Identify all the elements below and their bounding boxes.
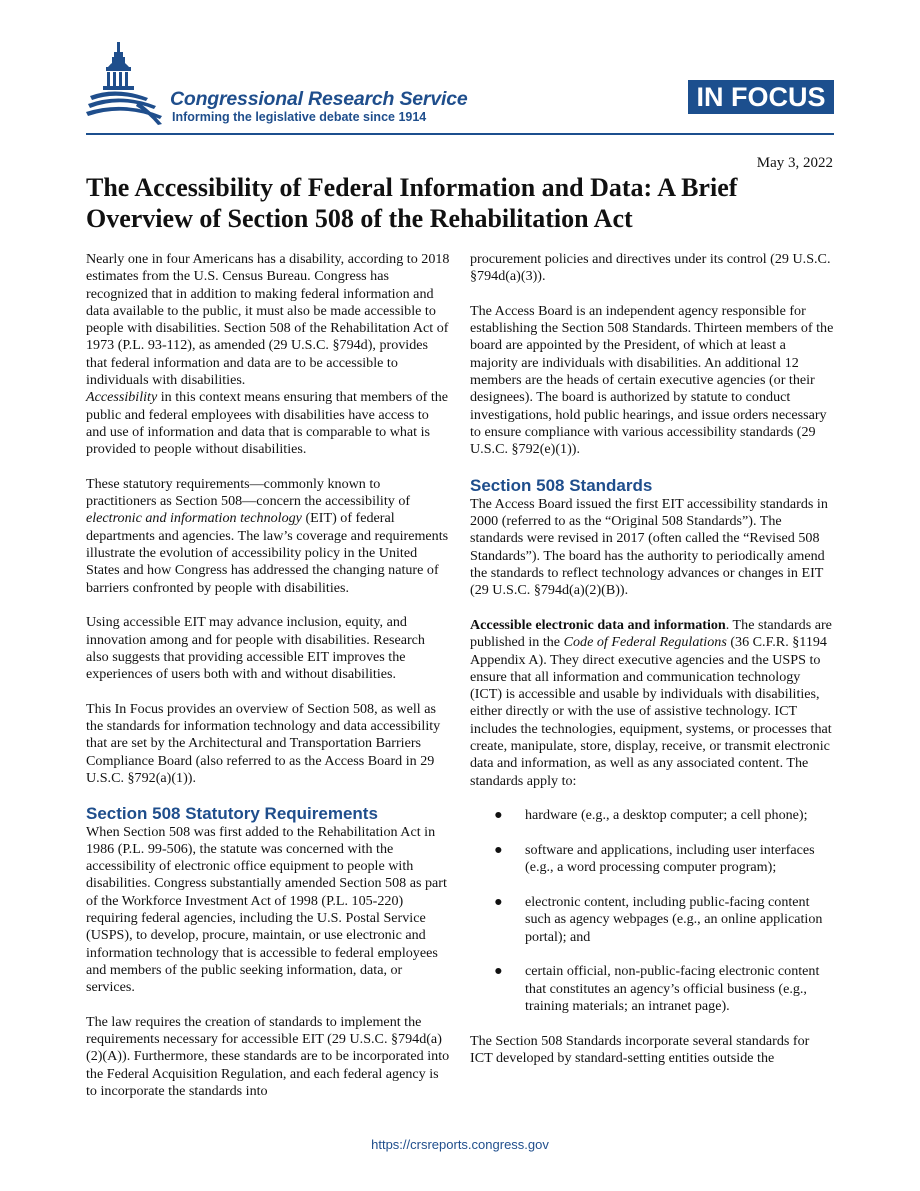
section-heading: Section 508 Statutory Requirements	[86, 803, 378, 823]
paragraph: This In Focus provides an overview of Section 508, as well as the standards for information technology and data accessibility that are set by the Architectural and Transportation Barriers Compliance Board (also referred to as the Access Board in 29 U.S.C. §792(a)(1)).	[86, 700, 441, 786]
paragraph	[86, 251, 451, 459]
list-item-text: hardware (e.g., a desktop computer; a cell phone);	[525, 807, 808, 824]
list-item	[470, 894, 834, 946]
paragraph: The Section 508 Standards incorporate several standards for ICT developed by standard-setting entities outside the	[470, 1032, 810, 1067]
emphasis: Code of Federal Regulations	[563, 634, 727, 651]
paragraph: The Access Board issued the first EIT accessibility standards in 2000 (referred to as the “Original 508 Standards”). The standards were revised in 2017 (often called the “Revised 508 Standards”). The board has the authority to periodically amend the standards to reflect technology advances or changes in EIT (29 U.S.C. §794d(a)(2)(B)).	[470, 495, 828, 599]
text-run: These statutory requirements—commonly known to practitioners as Section 508—concern the accessibility of	[86, 475, 411, 510]
list-item-text: electronic content, including public-facing content such as agency webpages (e.g., an online application portal); and	[525, 894, 823, 945]
emphasis: electronic and information technology	[86, 510, 302, 527]
text-run: . The standards are published in the	[470, 616, 832, 651]
right-column	[470, 251, 834, 1085]
paragraph: The Access Board is an independent agency responsible for establishing the Section 508 Standards. Thirteen members of the board are appointed by the President, of which at least a majority are individuals with disabilities. An additional 12 members are the heads of certain executive agencies (or their designees). The board is authorized by statute to conduct investigations, hold public hearings, and issue orders necessary to ensure compliance with various accessibility standards (29 U.S.C. §792(e)(1)).	[470, 302, 834, 458]
capitol-dome-icon	[86, 40, 170, 130]
paragraph	[470, 617, 834, 790]
page-title: The Accessibility of Federal Information and Data: A Brief Overview of Section 508 of the Rehabilitation Act	[86, 173, 738, 233]
section-heading: Section 508 Standards	[470, 475, 653, 495]
list-item	[470, 807, 834, 824]
paragraph: Using accessible EIT may advance inclusion, equity, and innovation among and for people with disabilities. Research also suggests that providing accessible EIT improves the experiences of users both with and without disabilities.	[86, 614, 425, 683]
header-rule	[86, 133, 834, 135]
list-item	[470, 842, 834, 877]
paragraph: The law requires the creation of standards to implement the requirements necessary for accessible EIT (29 U.S.C. §794d(a)(2)(A)). Furthermore, these standards are to be incorporated into the Federal Acquisition Regulation, and each federal agency is to incorporate the standards into	[86, 1013, 450, 1099]
bullet-icon: ●	[494, 807, 503, 824]
text-run: (36 C.F.R. §1194 Appendix A). They direct executive agencies and the USPS to ensure that all information and communication technology (ICT) is accessible and usable by individuals with disabilities, either directly or with the use of assistive technology. ICT includes the technologies, equipment, systems, or processes that create, manipulate, store, display, receive, or transmit electronic data and information, as well as any associated content. The standards apply to:	[470, 634, 832, 789]
paragraph: When Section 508 was first added to the Rehabilitation Act in 1986 (P.L. 99-506), the statute was concerned with the accessibility of electronic office equipment to people with disabilities. Congress substantially amended Section 508 as part of the Workforce Investment Act of 1998 (P.L. 105-220) requiring federal agencies, including the U.S. Postal Service (USPS), to develop, procure, maintain, or use electronic and information technology that is accessible to federal employees and members of the public seeking information, data, or services.	[86, 823, 447, 996]
text-run: (EIT) of federal departments and agencies. The law’s coverage and requirements illustrate the evolution of accessibility policy in the United States and how Congress has addressed the changing nature of barriers confronted by people with disabilities.	[86, 510, 449, 596]
org-tagline: Informing the legislative debate since 1914	[172, 110, 427, 124]
paragraph	[86, 476, 451, 597]
emphasis: Accessibility	[86, 389, 158, 406]
text-run: Nearly one in four Americans has a disability, according to 2018 estimates from the U.S. Census Bureau. Congress has recognized that in addition to making federal information and data available to the public, it must also be made accessible to people with disabilities. Section 508 of the Rehabilitation Act of 1973 (P.L. 93-112), as amended (29 U.S.C. §794d), provides that federal information and data are to be accessible to individuals with disabilities.	[86, 251, 450, 389]
list-item-text: certain official, non-public-facing electronic content that constitutes an agency’s official business (e.g., training materials; an intranet page).	[525, 963, 820, 1015]
in-focus-badge: IN FOCUS	[688, 80, 834, 114]
text-run: in this context means ensuring that members of the public and federal employees with disabilities have access to and use of information and data that is comparable to what is provided to people without disabilities.	[86, 389, 449, 458]
list-item	[470, 963, 834, 1015]
list-item-text: software and applications, including user interfaces (e.g., a word processing computer program);	[525, 842, 815, 876]
bullet-icon: ●	[494, 894, 503, 911]
org-name: Congressional Research Service	[170, 88, 468, 110]
bullet-icon: ●	[494, 842, 503, 858]
publication-date: May 3, 2022	[756, 155, 833, 171]
bullet-list	[470, 807, 834, 1015]
crs-logo	[86, 40, 506, 130]
bullet-icon: ●	[494, 963, 503, 980]
paragraph: procurement policies and directives under its control (29 U.S.C. §794d(a)(3)).	[470, 251, 831, 285]
footer-url[interactable]: https://crsreports.congress.gov	[371, 1137, 549, 1152]
bold-lead: Accessible electronic data and information	[470, 616, 726, 633]
left-column	[86, 251, 451, 1118]
